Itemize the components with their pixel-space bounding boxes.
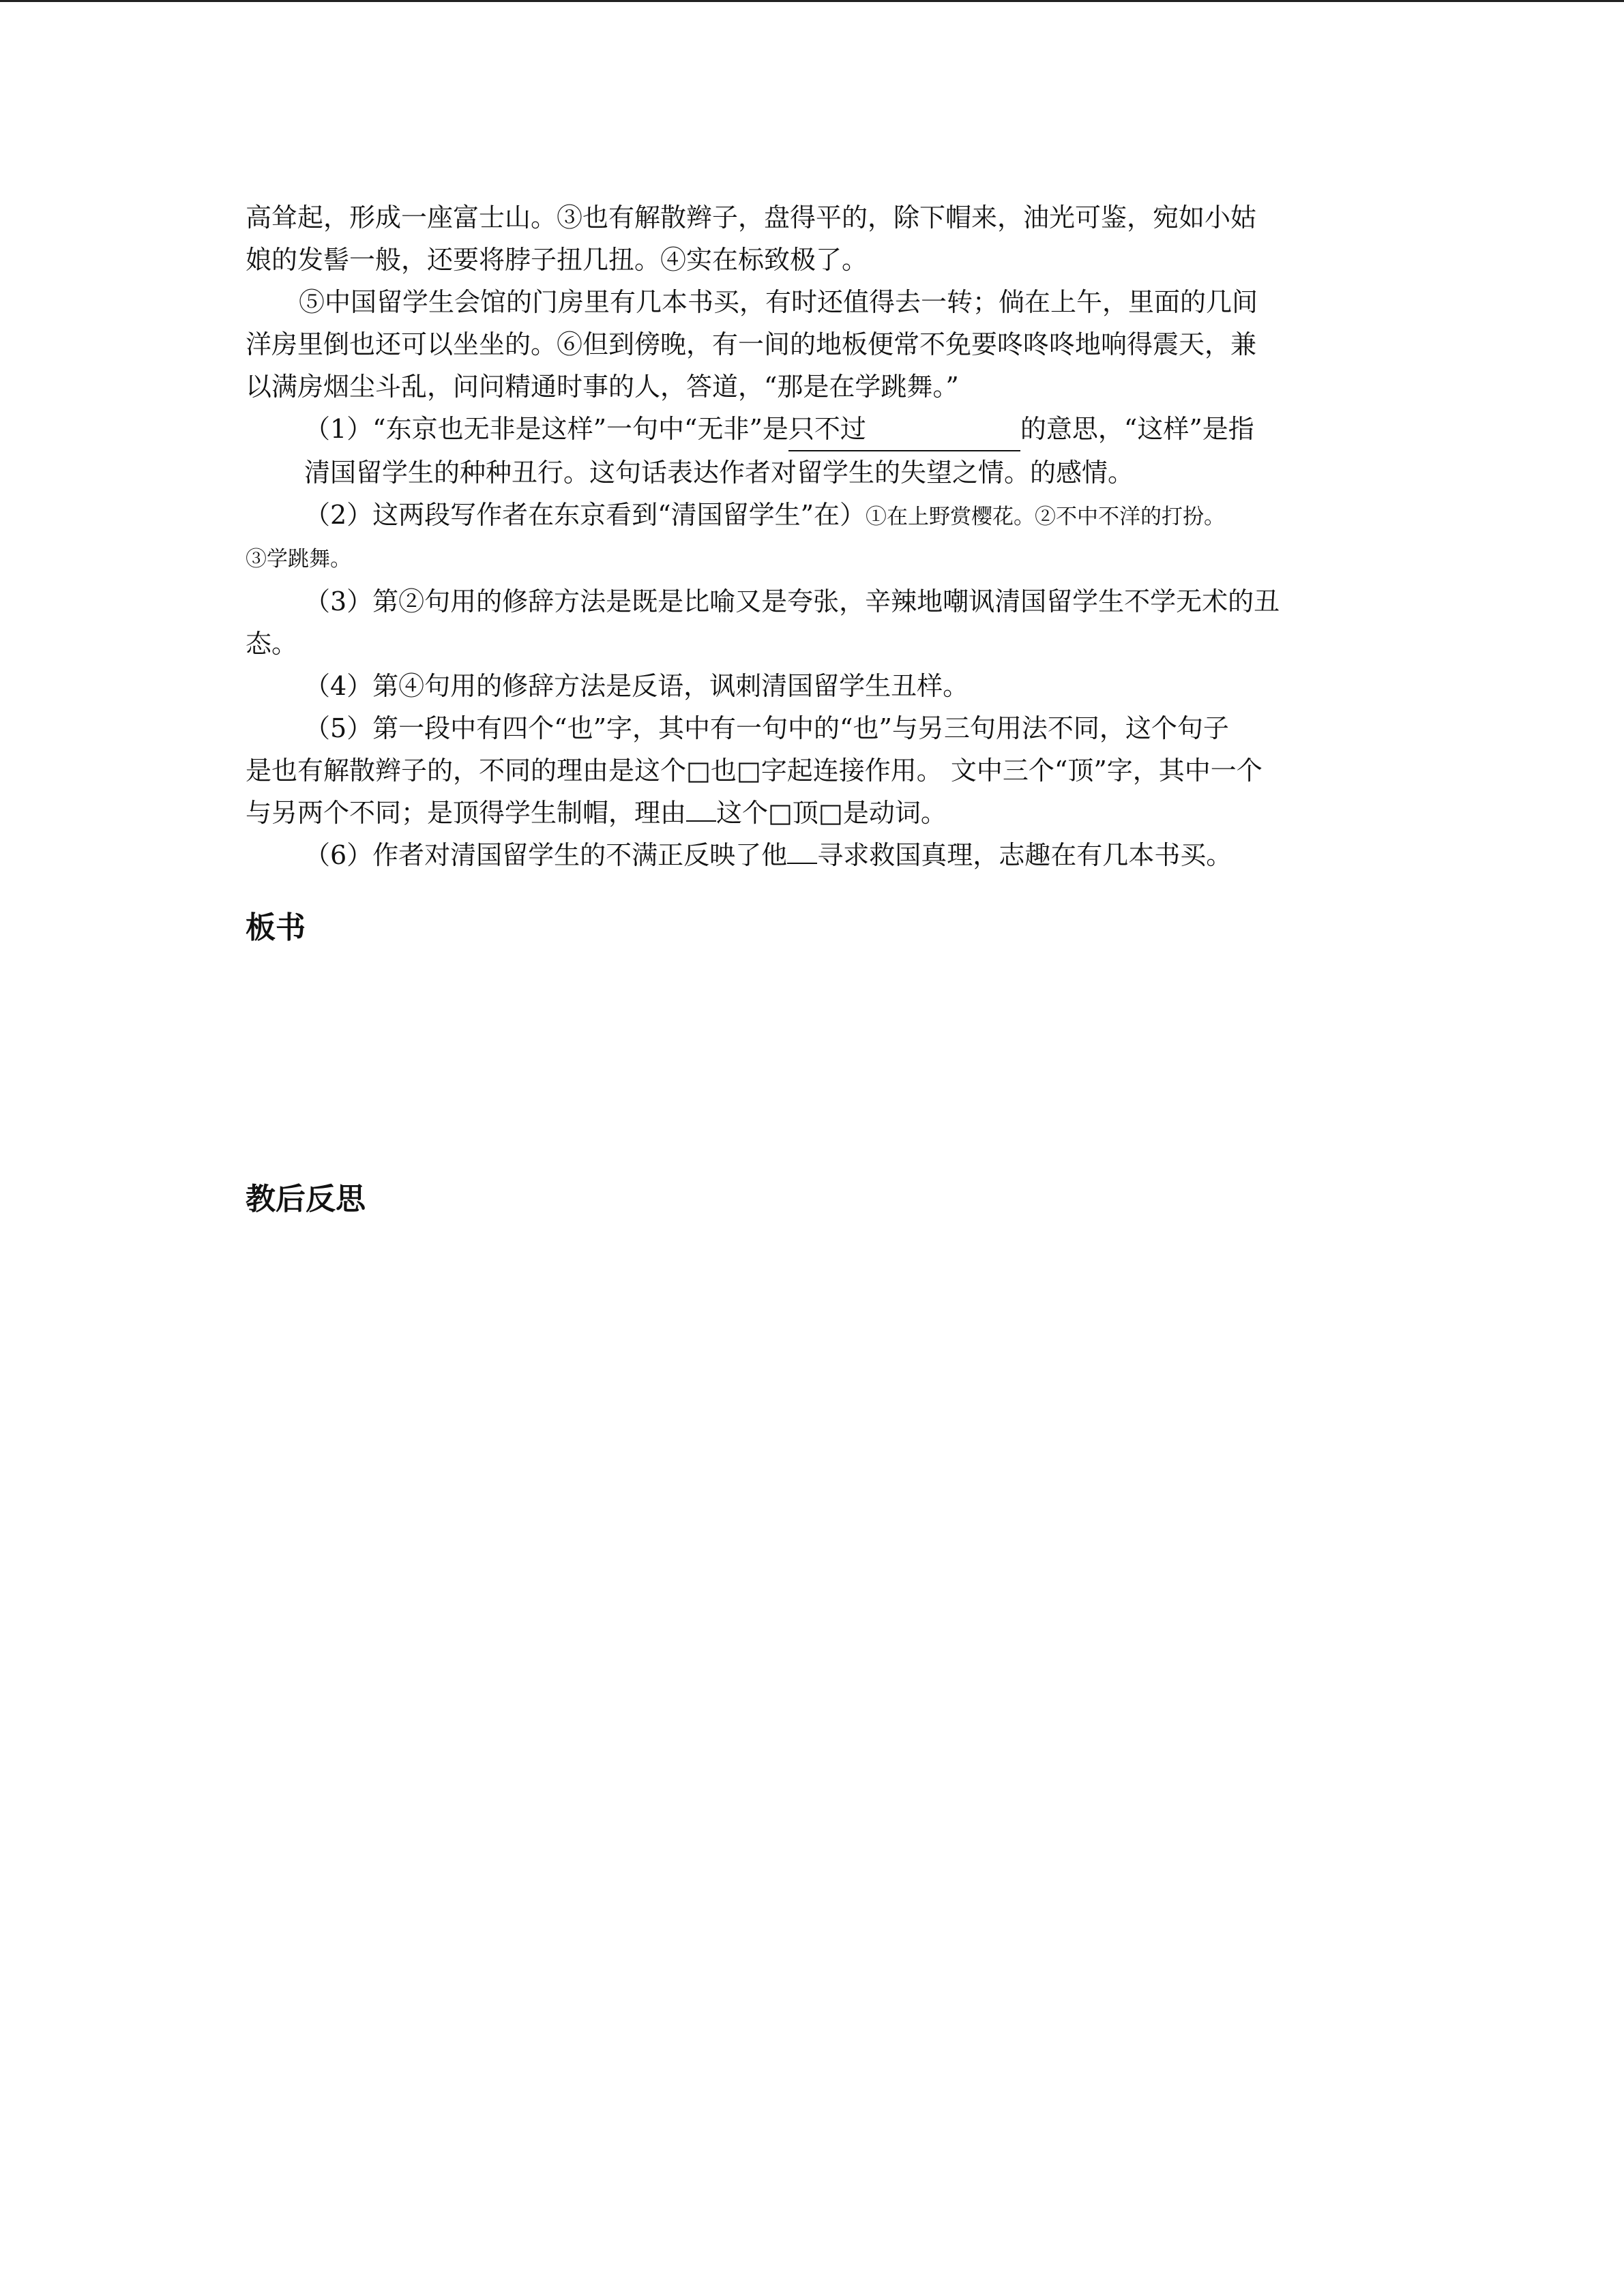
passage-line-3: ⑤中国留学生会馆的门房里有几本书买，有时还值得去一转；倘在上午，里面的几间 <box>299 287 1258 317</box>
question-1-before: （1）“东京也无非是这样”一句中“无非”是 <box>304 414 788 444</box>
question-6-after: 寻求救国真理，志趣在有几本书买。 <box>817 840 1232 870</box>
question-5-line-2: 是也有解散辫子的，不同的理由是这个□也□字起连接作用。 文中三个“顶”字，其中一个 <box>246 756 1263 786</box>
question-6 <box>246 834 1381 876</box>
passage-line-2: 娘的发髻一般，还要将脖子扭几扭。④实在标致极了。 <box>246 245 868 275</box>
question-5-line-3-before: 与另两个不同；是顶得学生制帽，理由 <box>246 798 687 828</box>
question-5-line-3 <box>246 792 1381 834</box>
question-2-main: （2）这两段写作者在东京看到“清国留学生”在） <box>304 500 866 530</box>
board-heading: 板书 <box>246 910 306 945</box>
question-3: （3）第②句用的修辞方法是既是比喻又是夸张，辛辣地嘲讽清国留学生不学无术的丑 <box>304 586 1280 616</box>
answer-blank-5 <box>686 820 716 822</box>
question-1-line-2: 清国留学生的种种丑行。这句话表达作者对留学生的失望之情。的感情。 <box>304 458 1134 488</box>
question-5: （5）第一段中有四个“也”字，其中有一句中的“也”与另三句用法不同，这个句子 <box>304 713 1229 743</box>
passage-line-1: 高耸起，形成一座富士山。③也有解散辫子，盘得平的，除下帽来，油光可鉴，宛如小姑 <box>246 203 1257 233</box>
question-4: （4）第④句用的修辞方法是反语，讽刺清国留学生丑样。 <box>304 671 969 701</box>
passage-line-4: 洋房里倒也还可以坐坐的。⑥但到傍晚，有一间的地板便常不免要咚咚咚地响得震天，兼 <box>246 329 1257 359</box>
answer-blank-1 <box>788 408 1020 451</box>
question-2-answer: ①在上野赏樱花。②不中不洋的打扮。 <box>866 505 1226 529</box>
answer-1-text: 只不过 <box>788 414 866 444</box>
question-2-line-2: ③学跳舞。 <box>246 547 351 571</box>
passage-line-5: 以满房烟尘斗乱，问问精通时事的人，答道，“那是在学跳舞。” <box>246 372 959 402</box>
reflection-heading: 教后反思 <box>246 1182 366 1217</box>
question-3-line-2: 态。 <box>246 629 298 659</box>
question-1-after: 的意思，“这样”是指 <box>1020 414 1254 444</box>
answer-blank-6 <box>787 863 817 864</box>
document-body <box>246 196 1381 1220</box>
question-2 <box>246 494 1381 538</box>
page-top-border <box>0 0 1624 2</box>
question-6-before: （6）作者对清国留学生的不满正反映了他 <box>304 840 788 870</box>
question-1 <box>246 408 1381 451</box>
question-5-line-3-after: 这个□顶□是动词。 <box>716 798 947 828</box>
